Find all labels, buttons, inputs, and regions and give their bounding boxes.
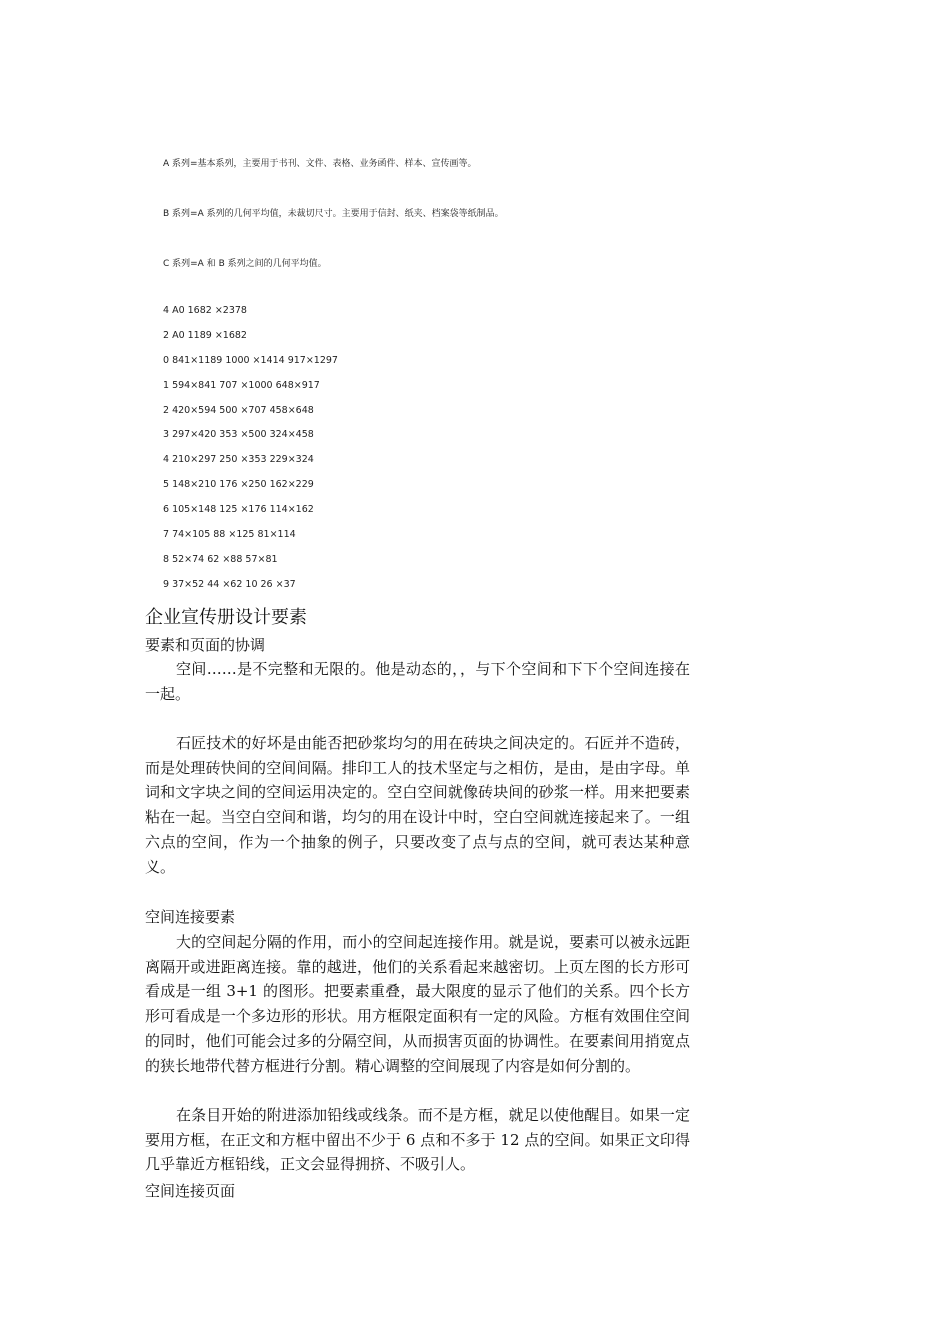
- size-row: 1 594×841 707 ×1000 648×917: [163, 379, 320, 391]
- size-row: 5 148×210 176 ×250 162×229: [163, 479, 314, 491]
- document-title: 企业宣传册设计要素: [145, 607, 307, 628]
- section-heading-coordination: 要素和页面的协调: [145, 636, 266, 654]
- paragraph: 在条目开始的附进添加铅线或线条。而不是方框，就足以使他醒目。如果一定要用方框，在正文和方框中留出不少于 6 点和不多于 12 点的空间。如果正文印得几乎靠近方框铅线，正文会显得拥挤、不吸引人。: [145, 1106, 690, 1174]
- size-row: 0 841×1189 1000 ×1414 917×1297: [163, 354, 338, 366]
- size-row: 8 52×74 62 ×88 57×81: [163, 553, 278, 565]
- size-row: 2 420×594 500 ×707 458×648: [163, 404, 314, 416]
- series-note-c: C 系列=A 和 B 系列之间的几何平均值。: [163, 259, 327, 269]
- size-row: 4 A0 1682 ×2378: [163, 305, 247, 316]
- paragraph: 空间……是不完整和无限的。他是动态的，，与下个空间和下下个空间连接在一起。: [145, 660, 690, 703]
- size-row: 9 37×52 44 ×62 10 26 ×37: [163, 578, 296, 590]
- size-row: 4 210×297 250 ×353 229×324: [163, 454, 314, 466]
- paper-size-list: [163, 305, 338, 604]
- size-row: 6 105×148 125 ×176 114×162: [163, 504, 314, 516]
- size-row: 7 74×105 88 ×125 81×114: [163, 529, 296, 541]
- paragraph: 大的空间起分隔的作用，而小的空间起连接作用。就是说，要素可以被永远距离隔开或进距离连接。靠的越进，他们的关系看起来越密切。上页左图的长方形可看成是一组 3+1 的图形。把要素重叠，最大限度的显示了他们的关系。四个长方形可看成是一个多边形的形状。用方框限定面积有一定的风险。方框有效围住空间的同时，他们可能会过多的分隔空间，从而损害页面的协调性。在要素间用捎宽点的狭长地带代替方框进行分割。精心调整的空间展现了内容是如何分割的。: [145, 933, 690, 1075]
- size-row: 2 A0 1189 ×1682: [163, 329, 247, 341]
- section-heading-space-connects-pages: 空间连接页面: [145, 1182, 236, 1200]
- series-note-a: A 系列=基本系列，主要用于书刊、文件、表格、业务函件、样本、宣传画等。: [163, 159, 477, 169]
- section-heading-space-connects-elements: 空间连接要素: [145, 908, 236, 926]
- series-note-b: B 系列=A 系列的几何平均值，未裁切尺寸。主要用于信封、纸夹、档案袋等纸制品。: [163, 209, 504, 219]
- paragraph: 石匠技术的好坏是由能否把砂浆均匀的用在砖块之间决定的。石匠并不造砖，而是处理砖快间的空间间隔。排印工人的技术坚定与之相仿，是由，是由字母。单词和文字块之间的空间运用决定的。空白空间就像砖块间的砂浆一样。用来把要素粘在一起。当空白空间和谐，均匀的用在设计中时，空白空间就连接起来了。一组六点的空间，作为一个抽象的例子，只要改变了点与点的空间，就可表达某种意义。: [145, 734, 690, 876]
- size-row: 3 297×420 353 ×500 324×458: [163, 429, 314, 441]
